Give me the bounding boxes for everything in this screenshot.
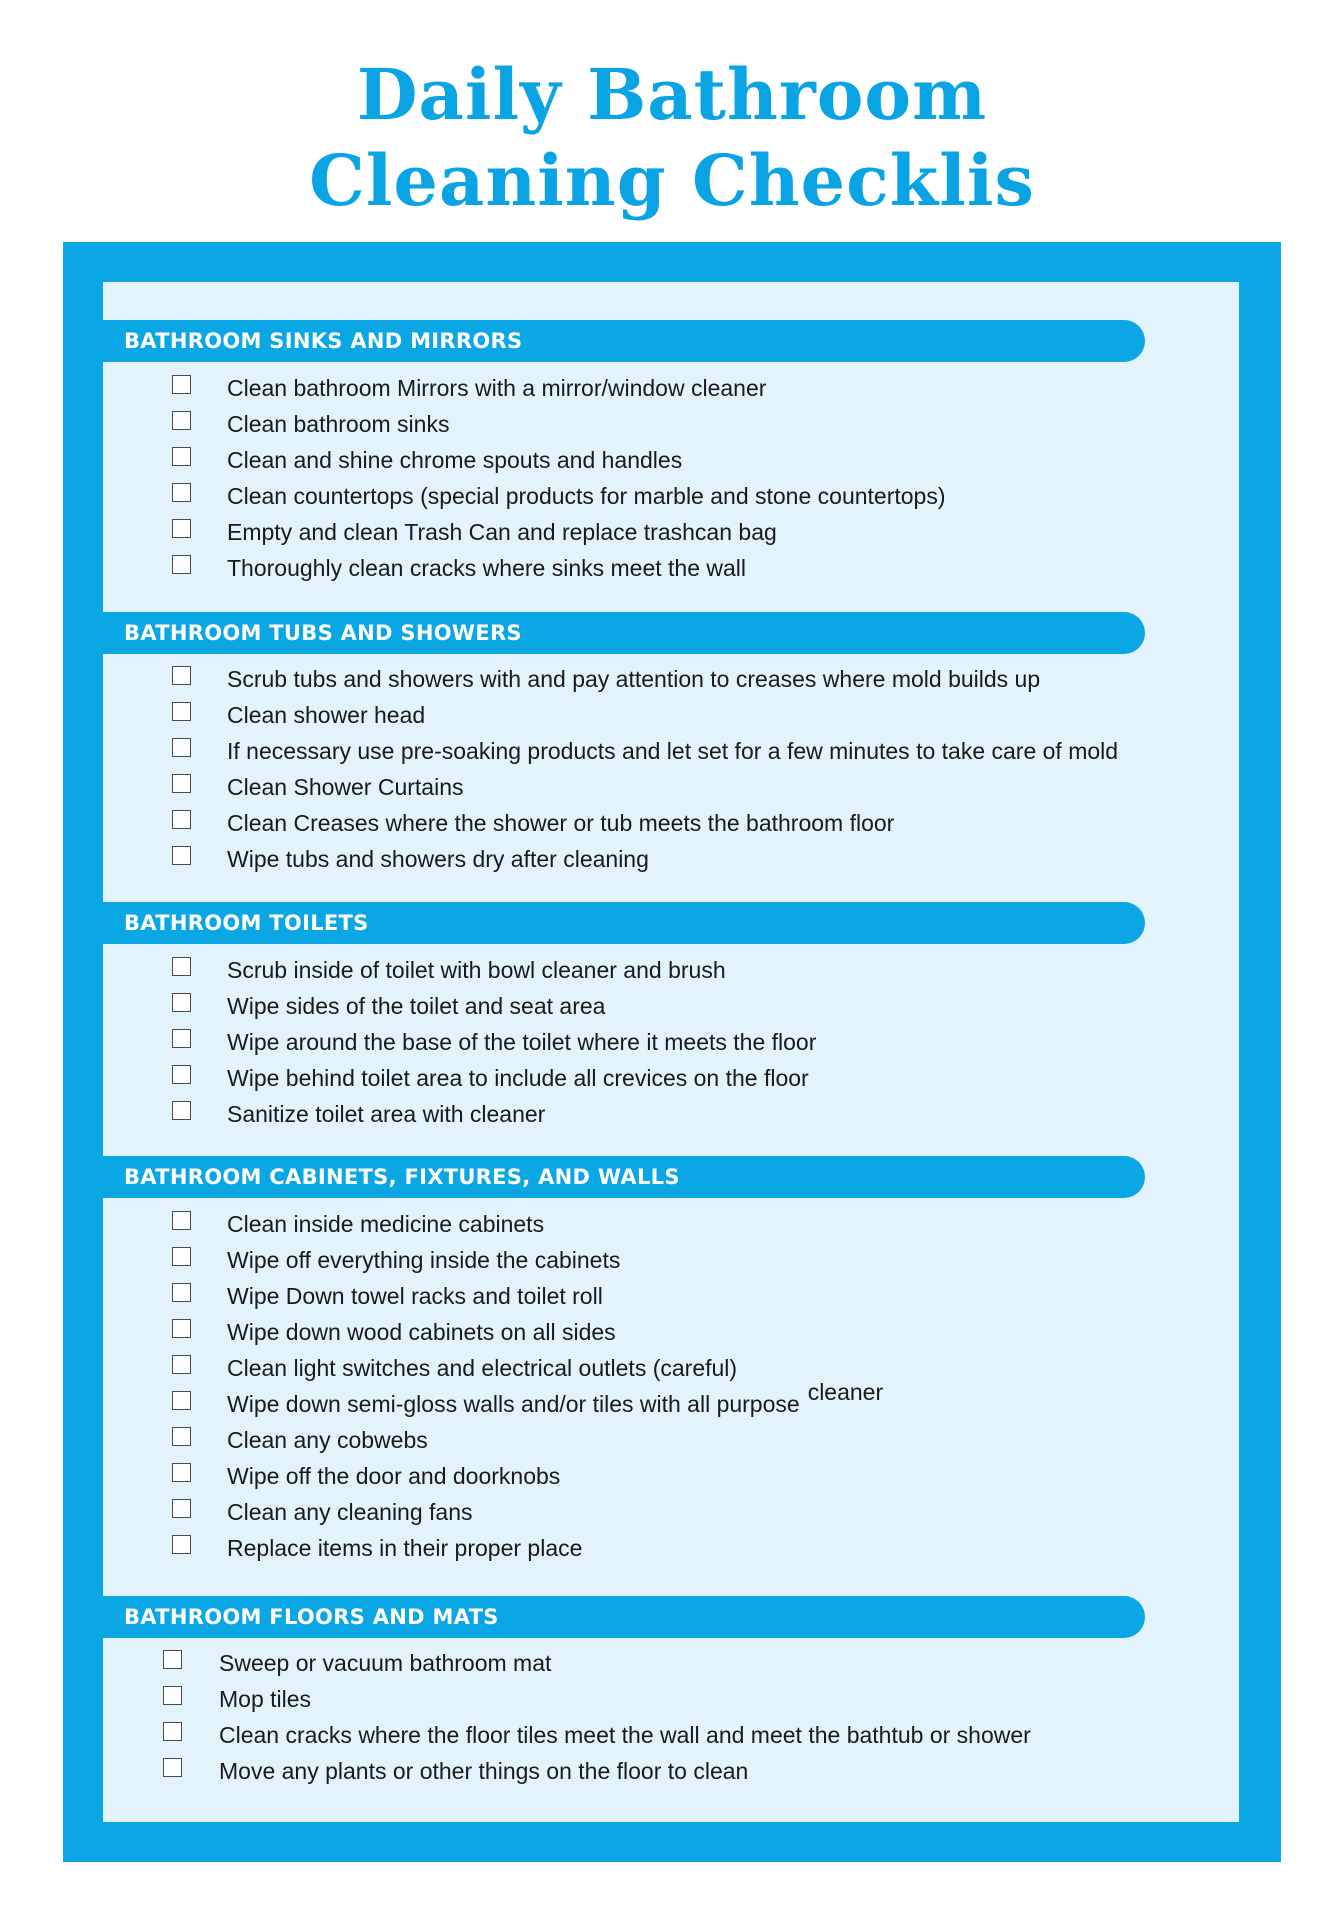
item-label: Wipe around the base of the toilet where it meets the floor bbox=[227, 1029, 817, 1055]
checkbox[interactable] bbox=[172, 1029, 191, 1048]
list-item bbox=[103, 1422, 1239, 1458]
list-item bbox=[103, 370, 1239, 406]
section-list-tubs-showers bbox=[103, 661, 1239, 877]
item-label: If necessary use pre-soaking products and let set for a few minutes to take care of mold bbox=[227, 738, 1119, 764]
list-item bbox=[103, 1024, 1239, 1060]
checkbox[interactable] bbox=[172, 1283, 191, 1302]
item-label: Move any plants or other things on the floor to clean bbox=[219, 1758, 749, 1784]
section-header-sinks-mirrors: BATHROOM SINKS AND MIRRORS bbox=[103, 320, 1145, 362]
section-list-cabinets-walls bbox=[103, 1206, 1239, 1566]
list-item bbox=[103, 1096, 1239, 1132]
checklist-frame bbox=[63, 242, 1281, 1862]
item-label: Wipe tubs and showers dry after cleaning bbox=[227, 846, 649, 872]
list-item bbox=[103, 514, 1239, 550]
section-header-toilets: BATHROOM TOILETS bbox=[103, 902, 1145, 944]
checkbox[interactable] bbox=[172, 1463, 191, 1482]
list-item bbox=[103, 1379, 1239, 1422]
checkbox[interactable] bbox=[172, 774, 191, 793]
checkbox[interactable] bbox=[172, 1101, 191, 1120]
section-header-floors-mats: BATHROOM FLOORS AND MATS bbox=[103, 1596, 1145, 1638]
item-label: Clean shower head bbox=[227, 702, 426, 728]
item-label: Replace items in their proper place bbox=[227, 1535, 583, 1561]
title-line-1: Daily Bathroom bbox=[356, 53, 988, 136]
item-label: Mop tiles bbox=[219, 1686, 312, 1712]
item-label: Thoroughly clean cracks where sinks meet the wall bbox=[227, 555, 747, 581]
list-item bbox=[103, 1753, 1239, 1789]
list-item bbox=[103, 478, 1239, 514]
list-item bbox=[103, 1645, 1239, 1681]
list-item bbox=[103, 988, 1239, 1024]
checkbox[interactable] bbox=[172, 738, 191, 757]
list-item bbox=[103, 805, 1239, 841]
section-header-tubs-showers: BATHROOM TUBS AND SHOWERS bbox=[103, 612, 1145, 654]
checkbox[interactable] bbox=[172, 993, 191, 1012]
list-item bbox=[103, 1681, 1239, 1717]
checkbox[interactable] bbox=[172, 957, 191, 976]
checkbox[interactable] bbox=[172, 411, 191, 430]
checkbox[interactable] bbox=[172, 702, 191, 721]
item-label: Wipe down semi-gloss walls and/or tiles with all purpose bbox=[227, 1391, 800, 1417]
item-label: Wipe off everything inside the cabinets bbox=[227, 1247, 621, 1273]
checkbox[interactable] bbox=[172, 1319, 191, 1338]
item-label: Clean Creases where the shower or tub meets the bathroom floor bbox=[227, 810, 895, 836]
section-list-toilets bbox=[103, 952, 1239, 1132]
page-title bbox=[0, 52, 1344, 224]
list-item bbox=[103, 1206, 1239, 1242]
section-list-floors-mats bbox=[103, 1645, 1239, 1789]
item-label: Clean inside medicine cabinets bbox=[227, 1211, 545, 1237]
checkbox[interactable] bbox=[172, 1065, 191, 1084]
checkbox[interactable] bbox=[172, 375, 191, 394]
checkbox[interactable] bbox=[172, 1499, 191, 1518]
list-item bbox=[103, 952, 1239, 988]
checkbox[interactable] bbox=[163, 1650, 182, 1669]
item-label: Wipe sides of the toilet and seat area bbox=[227, 993, 606, 1019]
list-item bbox=[103, 406, 1239, 442]
item-label: Scrub inside of toilet with bowl cleaner and brush bbox=[227, 957, 726, 983]
item-label: Clean countertops (special products for marble and stone countertops) bbox=[227, 483, 946, 509]
checkbox[interactable] bbox=[163, 1758, 182, 1777]
checkbox[interactable] bbox=[172, 1247, 191, 1266]
item-label: Scrub tubs and showers with and pay attention to creases where mold builds up bbox=[227, 666, 1041, 692]
checkbox[interactable] bbox=[172, 1427, 191, 1446]
checkbox[interactable] bbox=[172, 810, 191, 829]
checkbox[interactable] bbox=[172, 846, 191, 865]
list-item bbox=[103, 1242, 1239, 1278]
list-item bbox=[103, 442, 1239, 478]
list-item bbox=[103, 1314, 1239, 1350]
item-label: Wipe Down towel racks and toilet roll bbox=[227, 1283, 603, 1309]
checkbox[interactable] bbox=[172, 555, 191, 574]
item-label: Empty and clean Trash Can and replace trashcan bag bbox=[227, 519, 777, 545]
item-label: Clean cracks where the floor tiles meet the wall and meet the bathtub or shower bbox=[219, 1722, 1031, 1748]
list-item bbox=[103, 841, 1239, 877]
item-label: Clean bathroom sinks bbox=[227, 411, 450, 437]
item-label: Clean any cobwebs bbox=[227, 1427, 428, 1453]
item-label: Sanitize toilet area with cleaner bbox=[227, 1101, 546, 1127]
item-label: Wipe off the door and doorknobs bbox=[227, 1463, 561, 1489]
checkbox[interactable] bbox=[172, 666, 191, 685]
list-item bbox=[103, 1278, 1239, 1314]
list-item bbox=[103, 1458, 1239, 1494]
section-header-cabinets-walls: BATHROOM CABINETS, FIXTURES, AND WALLS bbox=[103, 1156, 1145, 1198]
item-label: Clean light switches and electrical outlets (careful) bbox=[227, 1355, 738, 1381]
item-label: Sweep or vacuum bathroom mat bbox=[219, 1650, 552, 1676]
list-item bbox=[103, 1060, 1239, 1096]
item-label: Clean bathroom Mirrors with a mirror/window cleaner bbox=[227, 375, 767, 401]
title-line-2: Cleaning Checklis bbox=[309, 139, 1035, 222]
checkbox[interactable] bbox=[172, 483, 191, 502]
item-label: Clean Shower Curtains bbox=[227, 774, 464, 800]
checklist-panel bbox=[103, 282, 1239, 1822]
item-label-with-suffix bbox=[227, 1379, 884, 1422]
list-item bbox=[103, 697, 1239, 733]
list-item bbox=[103, 1717, 1239, 1753]
item-label: Clean any cleaning fans bbox=[227, 1499, 473, 1525]
list-item bbox=[103, 1530, 1239, 1566]
checkbox[interactable] bbox=[163, 1722, 182, 1741]
list-item bbox=[103, 550, 1239, 586]
item-label: Clean and shine chrome spouts and handles bbox=[227, 447, 683, 473]
list-item bbox=[103, 1350, 1239, 1386]
checkbox[interactable] bbox=[163, 1686, 182, 1705]
list-item bbox=[103, 1494, 1239, 1530]
section-list-sinks-mirrors bbox=[103, 370, 1239, 586]
item-label: Wipe behind toilet area to include all crevices on the floor bbox=[227, 1065, 809, 1091]
item-label-suffix: cleaner bbox=[807, 1379, 884, 1405]
checkbox[interactable] bbox=[172, 1391, 191, 1410]
checkbox[interactable] bbox=[172, 1211, 191, 1230]
list-item bbox=[103, 661, 1239, 697]
checkbox[interactable] bbox=[172, 1355, 191, 1374]
checkbox[interactable] bbox=[172, 519, 191, 538]
list-item bbox=[103, 769, 1239, 805]
checkbox[interactable] bbox=[172, 1535, 191, 1554]
list-item bbox=[103, 733, 1239, 769]
item-label: Wipe down wood cabinets on all sides bbox=[227, 1319, 616, 1345]
checkbox[interactable] bbox=[172, 447, 191, 466]
